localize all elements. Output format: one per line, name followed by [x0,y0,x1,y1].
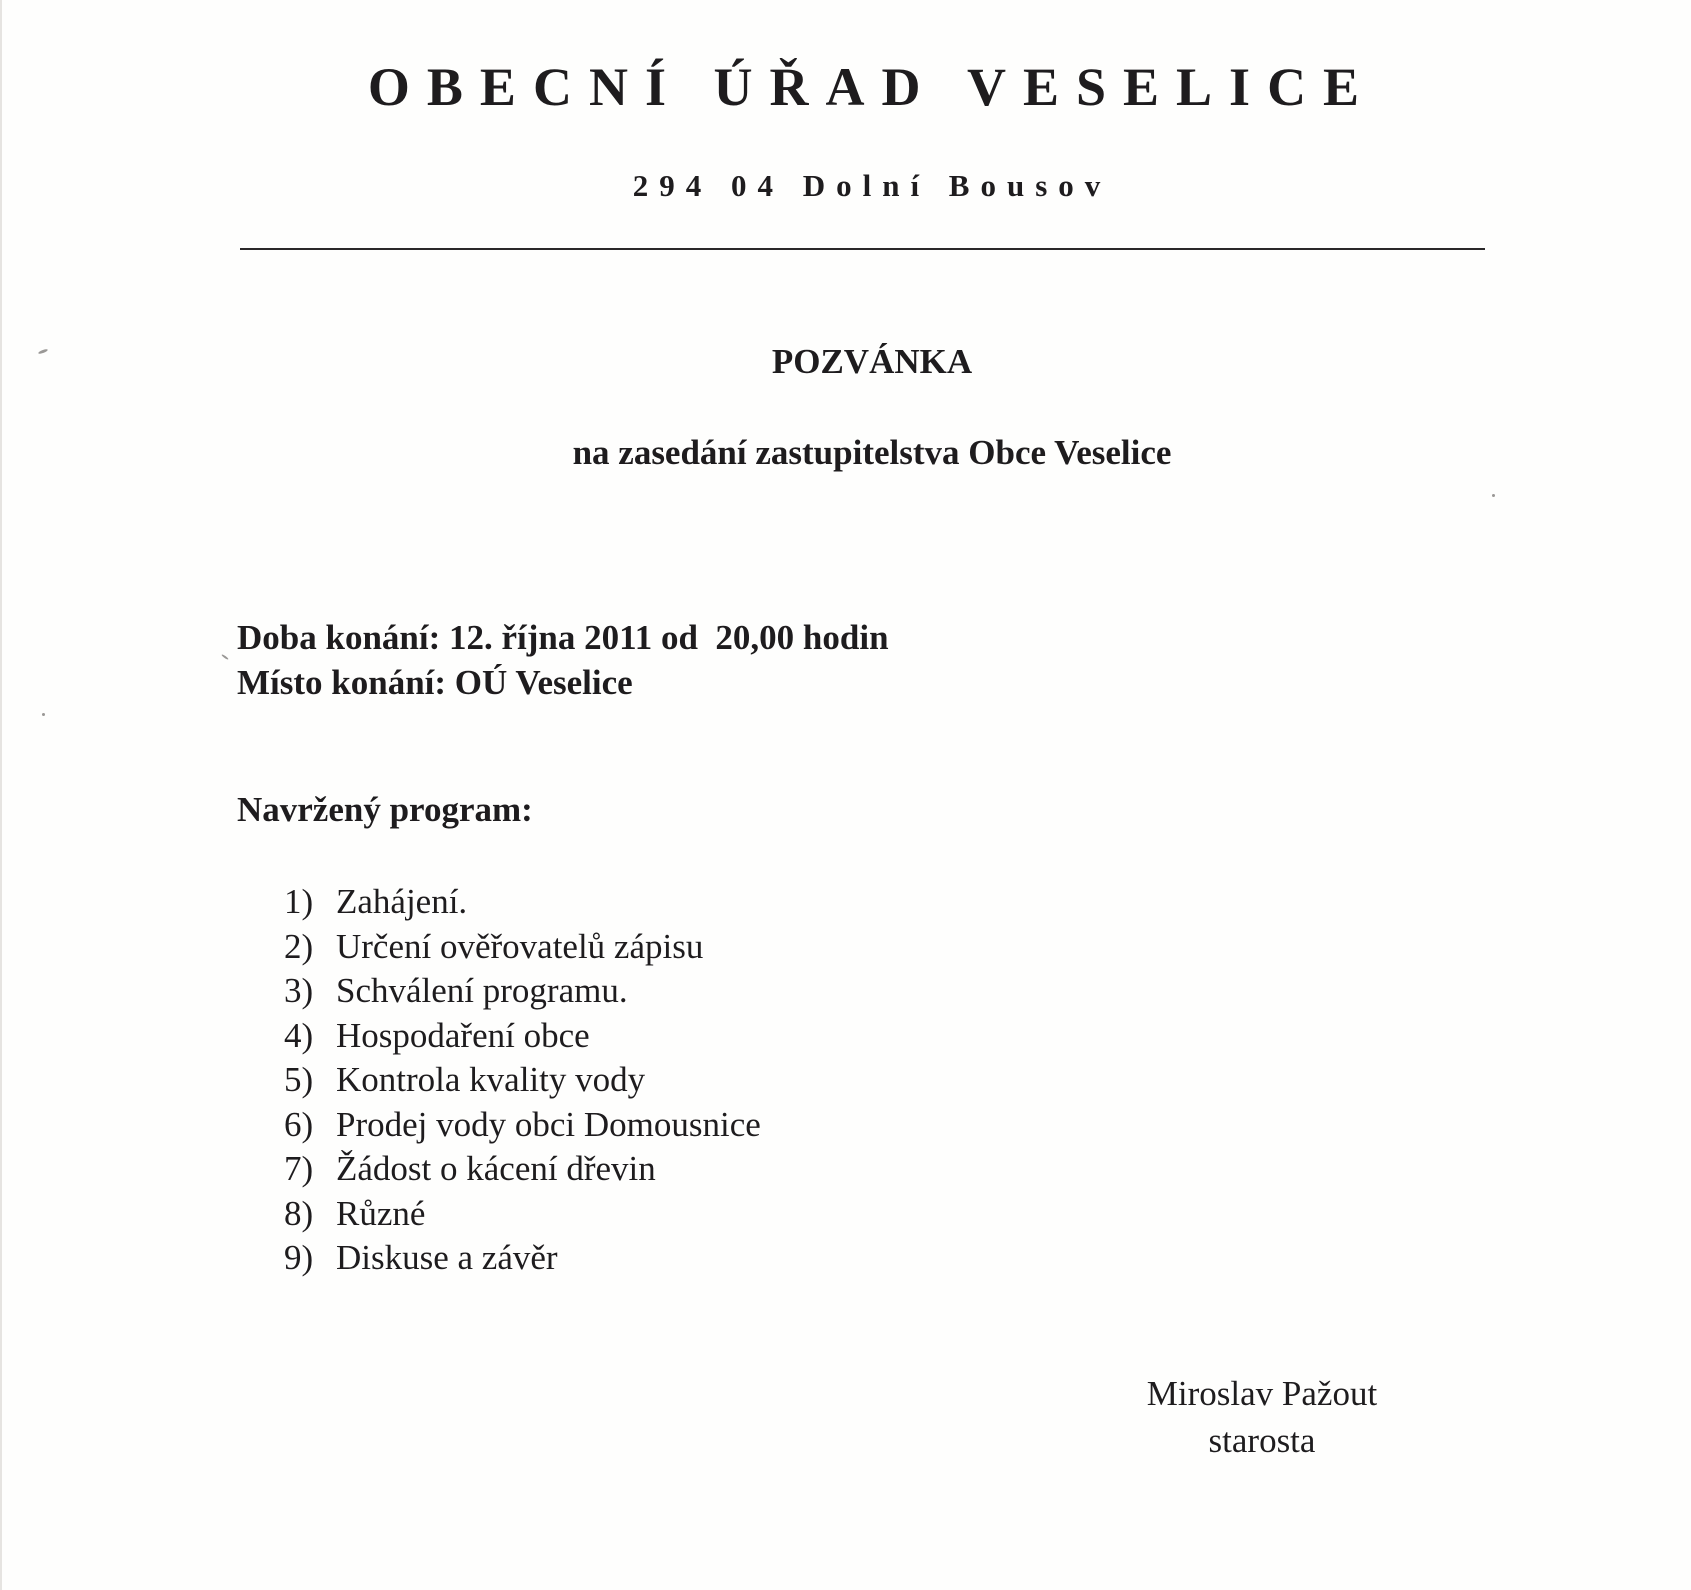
agenda-item-number: 2) [284,926,314,966]
agenda-item [284,1147,761,1192]
meeting-place: Místo konání: OÚ Veselice [237,663,633,702]
signature-block [1102,1370,1422,1464]
agenda-item-number: 5) [284,1060,314,1099]
program-heading: Navržený program: [237,790,533,829]
agenda-item-text: Různé [336,1193,426,1233]
document-subtitle: na zasedání zastupitelstva Obce Veselice [572,433,1172,472]
agenda-item [284,1058,761,1103]
agenda-item-text: Určení ověřovatelů zápisu [336,926,704,966]
agenda-item-number: 7) [284,1149,314,1188]
meeting-time: Doba konání: 12. října 2011 od 20,00 hodin [237,618,889,657]
signatory-name: Miroslav Pažout [1146,1374,1378,1413]
agenda-item-text: Kontrola kvality vody [336,1060,646,1099]
agenda-item-text: Prodej vody obci Domousnice [336,1104,761,1144]
agenda-item [284,1014,761,1059]
document-title: POZVÁNKA [771,342,973,381]
meeting-details [237,615,889,705]
scan-speck [1492,494,1495,497]
agenda-item [284,1192,761,1237]
scan-speck [42,713,45,716]
agenda-item-number: 6) [284,1104,314,1144]
agenda-item [284,1103,761,1148]
agenda-item-text: Žádost o kácení dřevin [336,1149,656,1188]
office-address: 294 04 Dolní Bousov [632,168,1112,203]
agenda-item-text: Hospodaření obce [336,1015,590,1055]
agenda-item-number: 3) [284,971,314,1010]
signatory-role: starosta [1208,1421,1316,1460]
agenda-item-text: Zahájení. [336,882,468,921]
agenda-item [284,925,761,970]
agenda-list [284,880,761,1281]
agenda-item [284,1236,761,1281]
agenda-item-text: Schválení programu. [336,971,628,1010]
agenda-item-number: 1) [284,882,314,921]
agenda-item [284,969,761,1014]
agenda-item-number: 4) [284,1015,314,1055]
header-divider [240,248,1485,250]
agenda-item [284,880,761,925]
agenda-item-number: 9) [284,1238,314,1277]
office-name-heading: OBECNÍ ÚŘAD VESELICE [367,57,1377,117]
agenda-item-text: Diskuse a závěr [336,1238,558,1277]
scan-speck [221,654,229,660]
agenda-item-number: 8) [284,1193,314,1233]
